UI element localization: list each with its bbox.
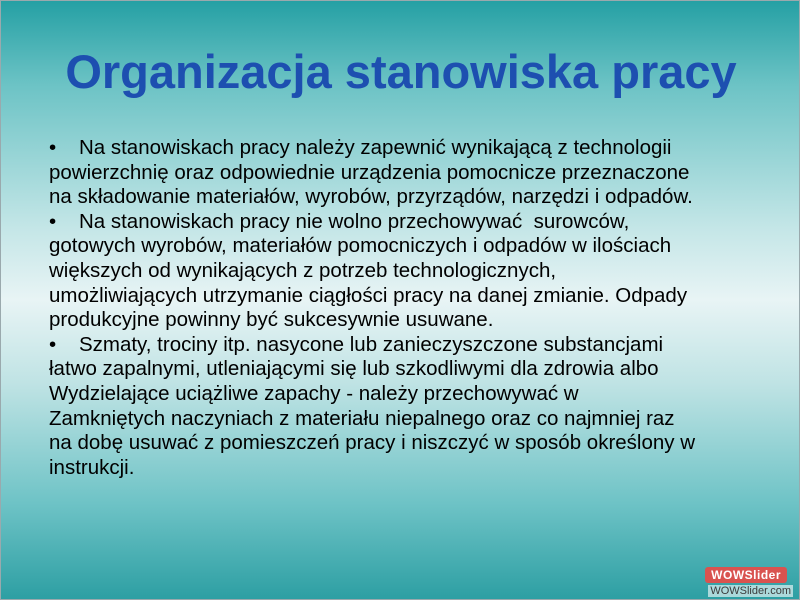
slide-body (49, 136, 789, 480)
wowslider-logo: WOWSlider (705, 567, 787, 583)
slide-title: Organizacja stanowiska pracy (65, 45, 737, 98)
wowslider-watermark[interactable] (705, 567, 795, 597)
bullet-paragraph-2: • Na stanowiskach pracy nie wolno przechowywać surowców, gotowych wyrobów, materiałów pomocniczych i odpadów w ilościach większych od wynikających z potrzeb technologicznych, umożliwiających utrzymanie ciągłości pracy na danej zmianie. Odpady produkcyjne powinny być sukcesywnie usuwane. (49, 209, 688, 332)
bullet-paragraph-1: • Na stanowiskach pracy należy zapewnić wynikającą z technologii powierzchnię oraz odpowiednie urządzenia pomocnicze przeznaczone na składowanie materiałów, wyrobów, przyrządów, narzędzi i odpadów. (49, 136, 693, 209)
wowslider-url-link[interactable]: WOWSlider.com (710, 585, 791, 597)
bullet-paragraph-3: • Szmaty, trociny itp. nasycone lub zanieczyszczone substancjami łatwo zapalnymi, utleniającymi się lub szkodliwymi dla zdrowia albo Wydzielające uciążliwe zapachy - należy przechowywać w Zamkniętych naczyniach z materiału niepalnego oraz co najmniej raz na dobę usuwać z pomieszczeń pracy i niszczyć w sposób określony w instrukcji. (49, 332, 696, 479)
